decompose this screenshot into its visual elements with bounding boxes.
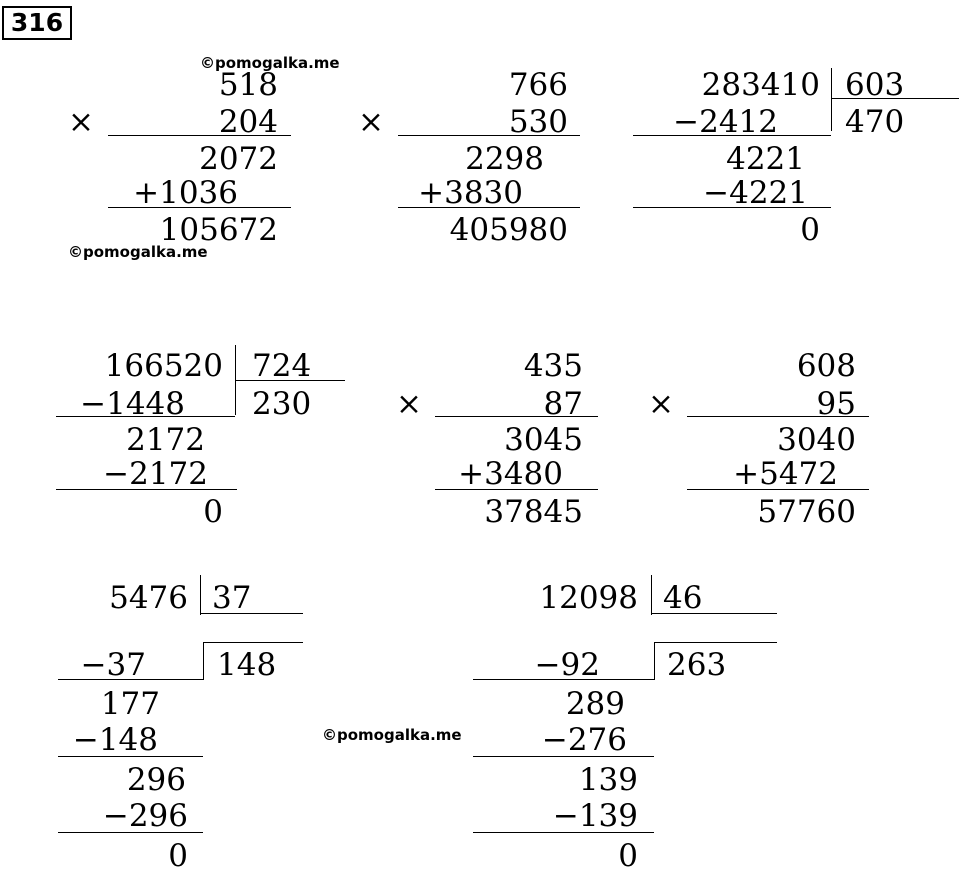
- subtrahend: −1448: [80, 386, 185, 422]
- final-remainder: 0: [203, 494, 223, 530]
- quotient-bar: [203, 642, 204, 680]
- watermark: ©pomogalka.me: [200, 54, 340, 72]
- rule-line: [687, 416, 869, 417]
- divisor: 724: [252, 348, 312, 384]
- rule-line: [108, 135, 291, 136]
- times-sign: ×: [68, 104, 94, 140]
- subtrahend: −139: [552, 798, 638, 834]
- divisor: 603: [845, 67, 905, 103]
- remainder: 296: [126, 762, 186, 798]
- rule-line: [398, 135, 580, 136]
- watermark: ©pomogalka.me: [68, 243, 208, 261]
- division-bar: [200, 575, 201, 615]
- final-remainder: 0: [618, 838, 638, 874]
- partial-product: +3480: [458, 456, 563, 492]
- final-remainder: 0: [800, 212, 820, 248]
- remainder: 139: [578, 762, 638, 798]
- rule-line: [58, 756, 203, 757]
- multiplicand: 608: [796, 348, 856, 384]
- remainder: 289: [565, 686, 625, 722]
- divisor: 46: [663, 580, 703, 616]
- partial-product: +5472: [733, 456, 838, 492]
- multiplicand: 766: [508, 67, 568, 103]
- dividend: 12098: [539, 580, 638, 616]
- rule-line: [398, 207, 580, 208]
- rule-line: [58, 832, 203, 833]
- multiplier: 204: [218, 104, 278, 140]
- dividend: 283410: [701, 67, 820, 103]
- times-sign: ×: [396, 386, 422, 422]
- subtrahend: −4221: [703, 175, 808, 211]
- quotient: 230: [252, 386, 312, 422]
- dividend: 166520: [104, 348, 223, 384]
- division-bar: [831, 68, 832, 131]
- rule-line: [633, 135, 831, 136]
- multiplicand: 435: [523, 348, 583, 384]
- product-result: 405980: [449, 212, 568, 248]
- partial-product: +1036: [133, 175, 238, 211]
- rule-line: [58, 679, 203, 680]
- subtrahend: −92: [534, 647, 600, 683]
- rule-line: [473, 756, 654, 757]
- rule-line: [473, 679, 654, 680]
- partial-product: 2072: [199, 141, 278, 177]
- partial-product: 2298: [465, 141, 544, 177]
- rule-line: [473, 832, 654, 833]
- subtrahend: −37: [80, 647, 146, 683]
- remainder: 177: [100, 686, 160, 722]
- subtrahend: −2172: [103, 456, 208, 492]
- quotient-line: [654, 642, 777, 643]
- times-sign: ×: [358, 104, 384, 140]
- division-bar: [651, 575, 652, 615]
- remainder: 4221: [726, 141, 805, 177]
- remainder: 2172: [126, 422, 205, 458]
- watermark: ©pomogalka.me: [322, 726, 462, 744]
- times-sign: ×: [648, 386, 674, 422]
- dividend: 5476: [109, 580, 188, 616]
- rule-line: [108, 207, 291, 208]
- multiplier: 87: [543, 386, 583, 422]
- rule-line: [435, 489, 598, 490]
- quotient-bar: [654, 642, 655, 680]
- multiplicand: 518: [218, 67, 278, 103]
- product-result: 57760: [757, 494, 856, 530]
- rule-line: [56, 489, 237, 490]
- final-remainder: 0: [168, 838, 188, 874]
- rule-line: [435, 416, 598, 417]
- subtrahend: −276: [541, 722, 627, 758]
- quotient-line: [203, 642, 303, 643]
- subtrahend: −2412: [673, 104, 778, 140]
- partial-product: 3040: [777, 422, 856, 458]
- partial-product: 3045: [504, 422, 583, 458]
- rule-line: [687, 489, 869, 490]
- quotient: 263: [667, 647, 727, 683]
- quotient: 470: [845, 104, 905, 140]
- multiplier: 95: [816, 386, 856, 422]
- rule-line: [56, 416, 235, 417]
- rule-line: [633, 207, 831, 208]
- product-result: 37845: [484, 494, 583, 530]
- subtrahend: −296: [102, 798, 188, 834]
- multiplier: 530: [508, 104, 568, 140]
- partial-product: +3830: [418, 175, 523, 211]
- subtrahend: −148: [72, 722, 158, 758]
- divisor: 37: [212, 580, 252, 616]
- problem-number: 316: [2, 6, 72, 40]
- quotient: 148: [217, 647, 277, 683]
- product-result: 105672: [159, 212, 278, 248]
